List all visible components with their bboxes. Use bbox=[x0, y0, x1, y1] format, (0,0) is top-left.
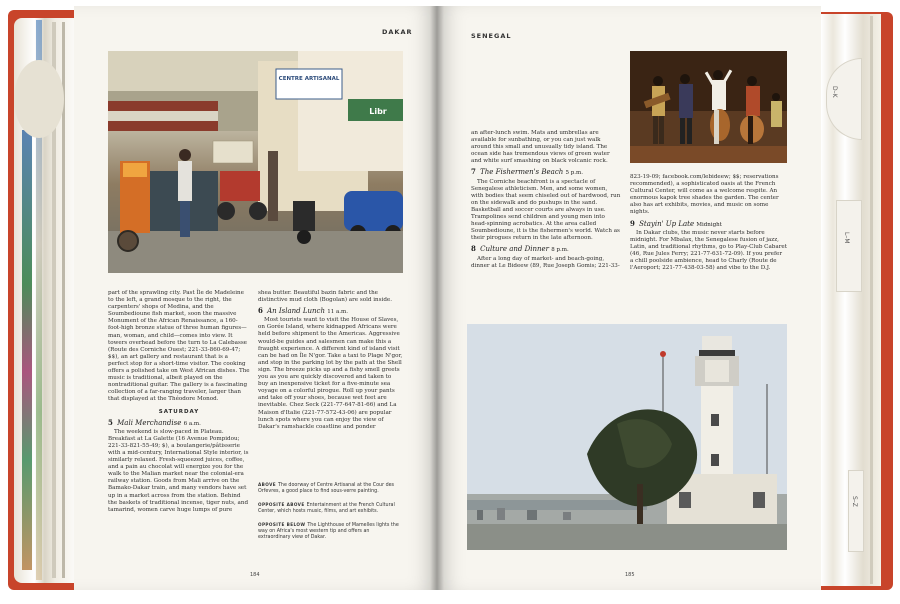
caption-opposite-above-label: OPPOSITE ABOVE bbox=[258, 502, 305, 507]
caption-opposite-above bbox=[258, 502, 403, 515]
left-page-number: 184 bbox=[250, 572, 260, 578]
caption-opposite-below bbox=[258, 522, 403, 542]
svg-text:Libr: Libr bbox=[369, 107, 387, 116]
section-6-number: 6 bbox=[258, 306, 263, 316]
day-heading-saturday: SATURDAY bbox=[158, 408, 200, 415]
section-5-title: Mali Merchandise bbox=[117, 418, 182, 427]
street-market-illustration bbox=[108, 51, 403, 273]
thumb-tab-s-z-label: S–Z bbox=[851, 496, 858, 507]
section-8-title: Culture and Dinner bbox=[480, 245, 549, 254]
right-running-head: SENEGAL bbox=[471, 32, 512, 40]
left-col2-lead-paragraph: shea butter. Beautiful bazin fabric and the distinctive mud cloth (Bogolan) are sold inside. bbox=[258, 290, 392, 304]
right-column-1 bbox=[471, 130, 621, 271]
section-8-heading bbox=[471, 245, 621, 254]
section-8-time: 8 p.m. bbox=[551, 247, 569, 254]
caption-opposite-below-text: The Lighthouse of Mamelles lights the way on Africa's most western tip and offers an extraordinary view of Dakar. bbox=[258, 523, 399, 541]
section-8-number: 8 bbox=[471, 244, 476, 254]
section-9-title: Stayin' Up Late bbox=[639, 219, 695, 228]
section-7-body: The Corniche beachfront is a spectacle of Senegalese athleticism. Men, and some women, with bodies that seem chiseled out of hardwood, run on the sidewalk and do pushups in the sand. Basketball and soccer courts are always in use. Trampolines send children and young men into head-spinning acrobatics. At the area called Soumbedioune, it is the fishermen's world. Watch as their pirogues return in the late afternoon. bbox=[471, 178, 621, 242]
section-7-time: 5 p.m. bbox=[565, 170, 583, 177]
left-col1-lead-paragraph: part of the sprawling city. Past Île de Madeleine to the left, a grand mosque to the right, the carpenters' shops of Medina, and the Soumbedioune fish market, soon the massive Monument of the African Renaissance, a 160-foot-high bronze statue of three human figures—man, woman, and child—comes into view. It towers overhead before the turn to La Calebasse (Route des Corniche Ouest; 221-33-860-69-47; $$), an art gallery and restaurant that is a perfect stop for a short-time visitor. The cooking offers a polished take on West African dishes. The music is traditional, albeit played on the nontraditional guitar. The gallery is a fascinating collection of a far-ranging traveler, larger than that displayed at the Théodore Monod. bbox=[108, 290, 250, 403]
left-page bbox=[74, 6, 437, 590]
right-page-number: 185 bbox=[625, 572, 635, 578]
musicians-illustration bbox=[630, 51, 787, 163]
section-6-body: Most tourists want to visit the House of Slaves, on Gorée Island, where kidnapped Africans were held before shipment to the Americas. Aggressive would-be guides and salesmen can make this a fraught experience. A different kind of island visit can be had on Île N'gor. Take a taxi to Plage N'gor, and stop in the parking lot by the path at the Shell sign. The breeze picks up and a fishy smell greets you as you are quickly discovered and taken to buy an inexpensive ticket for a five-minute sea voyage on a colorful pirogue. Roll up your pants and take off your shoes, because wet feet are inevitable. Chez Seck (221-77-647-81-66) and La Maison d'Italie (221-77-572-43-06) are popular lunch spots where you can enjoy the view of Dakar's ramshackle coastline and ponder bbox=[258, 317, 403, 430]
lighthouse-of-mamelles-photo bbox=[467, 324, 787, 550]
section-5-number: 5 bbox=[108, 417, 113, 427]
thumb-tab-d-k-label: D–K bbox=[831, 86, 838, 98]
section-6-time: 11 a.m. bbox=[327, 309, 348, 316]
thumb-tab-l-m-label: L–M bbox=[843, 232, 850, 244]
left-column-2 bbox=[258, 290, 403, 432]
section-7-title: The Fishermen's Beach bbox=[480, 168, 564, 177]
spine-gutter bbox=[430, 6, 444, 590]
section-6-title: An Island Lunch bbox=[267, 307, 325, 316]
right-page bbox=[437, 6, 821, 590]
caption-opposite-below-label: OPPOSITE BELOW bbox=[258, 522, 306, 527]
section-6-heading bbox=[258, 307, 403, 316]
svg-text:CENTRE ARTISANAL: CENTRE ARTISANAL bbox=[278, 76, 340, 82]
french-cultural-center-music-photo bbox=[630, 51, 787, 163]
right-column-2 bbox=[630, 174, 787, 273]
section-9-body: In Dakar clubs, the music never starts before midnight. For Mbalax, the Senegalese fusion of jazz, Latin, and traditional rhythms, go to Play-Club Cabaret (46, Rue Jules Ferry; 221-77-631-72-09). If you prefer a chill poolside ambience, head to Charly (Route de l'Aeroport; 221-77-438-03-58) and vibe to the D.J. bbox=[630, 229, 787, 272]
right-col2-lead-paragraph: 823-19-09; facebook.com/lebideew; $$; reservations recommended), a sophisticated oasis at the French Cultural Center, will come as a welcome respite. An enormous kapok tree shades the garden. The center also has art exhibits, movies, and music on some nights. bbox=[630, 174, 779, 216]
lighthouse-illustration bbox=[467, 324, 787, 550]
left-running-head: DAKAR bbox=[382, 28, 413, 36]
caption-above bbox=[258, 482, 403, 495]
section-9-time: Midnight bbox=[696, 221, 722, 228]
left-column-1 bbox=[108, 290, 250, 515]
section-8-body: After a long day of market- and beach-going, dinner at Le Bideew (89, Rue Joseph Gomis; 221-33- bbox=[471, 255, 620, 269]
section-7-heading bbox=[471, 168, 621, 177]
caption-above-label: ABOVE bbox=[258, 482, 276, 487]
section-7-number: 7 bbox=[471, 167, 476, 177]
section-5-body: The weekend is slow-paced in Plateau. Breakfast at La Galette (16 Avenue Pompidou; 221-33-821-55-49; $), a boulangerie/pâtisserie with a mid-century, International Style interior, is similarly relaxed. Fresh-squeezed juices, coffee, and a pain au chocolat will energize you for the walk to the Malian market near the colonial-era railway station. Goods from Mali arrive on the Bamako-Dakar train, and many vendors have set up in a market across from the station. Behind the baskets of traditional incense, tiger nuts, and tamarind, women carve huge lumps of pure bbox=[108, 428, 249, 513]
caption-above-text: The doorway of Centre Artisanal at the Cour des Orfevres, a good place to find sous-verre painting. bbox=[258, 483, 395, 495]
street-market-photo bbox=[108, 51, 403, 273]
right-col1-lead-paragraph: an after-lunch swim. Mats and umbrellas are available for sunbathing, or you can just walk around this small and unusually tidy island. The ocean side has tremendous views of green water and white surf smashing on black volcanic rock. bbox=[471, 130, 610, 165]
section-5-time: 6 a.m. bbox=[183, 420, 201, 427]
section-5-heading bbox=[108, 419, 250, 428]
left-thumb-index-notch bbox=[14, 60, 64, 138]
section-9-number: 9 bbox=[630, 218, 635, 228]
caption-opposite-above-text: Entertainment at the French Cultural Center, which hosts music, films, and art exhibits. bbox=[258, 503, 395, 515]
section-9-heading bbox=[630, 220, 787, 229]
thumb-tab-l-m[interactable] bbox=[836, 200, 862, 292]
thumb-tab-s-z[interactable] bbox=[848, 470, 864, 552]
